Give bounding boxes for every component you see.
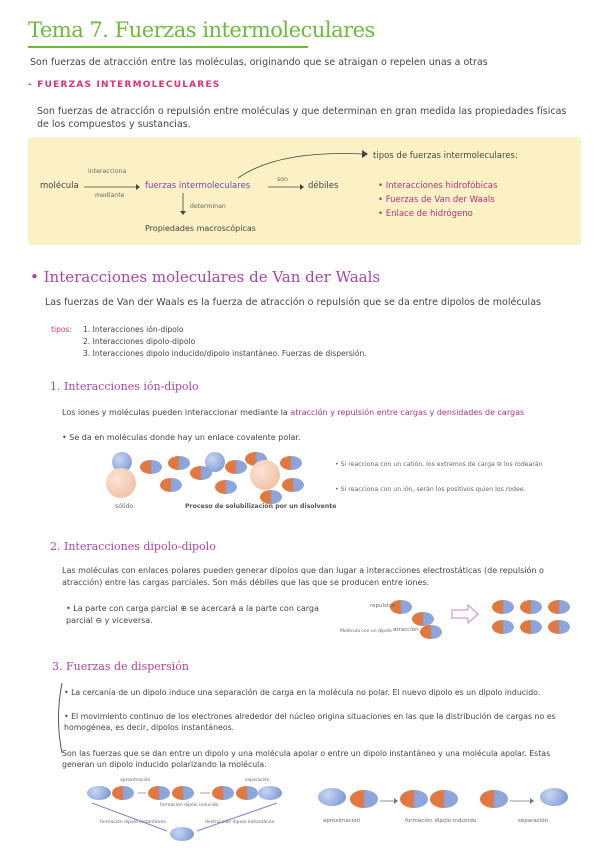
cycle-label-destruccion: destrucción dipolo instantáneo xyxy=(205,820,275,825)
dipole-molecule xyxy=(225,460,247,474)
diagram-tipos-label: tipos de fuerzas intermoleculares: xyxy=(373,151,518,161)
diagram-debiles: débiles xyxy=(308,181,339,191)
section-text-fuerzas: Son fuerzas de atracción o repulsión entre moléculas y que determinan en gran medida las propiedades físicas de los compuestos y sustancias. xyxy=(37,106,567,130)
page-title: Tema 7. Fuerzas intermoleculares xyxy=(28,18,375,42)
dipolo-dipolo-heading: 2. Interacciones dipolo-dipolo xyxy=(50,540,216,553)
diagram-determinan: determinan xyxy=(190,203,226,210)
ion-dipolo-text-a: Los iones y moléculas pueden interaccionar mediante la xyxy=(62,408,288,417)
sequence-label-aproximacion: aproximación xyxy=(323,818,361,824)
solubilization-caption-left: sólido xyxy=(115,503,134,510)
cycle-arrows xyxy=(82,785,287,835)
diagram-fuerzas: fuerzas intermoleculares xyxy=(145,181,251,191)
dipolo-dipolo-bullet: • La parte con carga parcial ⊕ se acercará a la parte con carga parcial ⊖ y viceversa. xyxy=(66,604,319,625)
arrow-right-icon xyxy=(452,605,478,623)
diagram-molecula: molécula xyxy=(40,181,79,191)
cation-ball xyxy=(250,460,280,490)
vdw-heading: • Interacciones moleculares de Van der Waals xyxy=(30,268,381,286)
diagram-tipo-1: • Interacciones hidrofóbicas xyxy=(378,181,498,191)
title-underline xyxy=(28,46,308,48)
dipolo-dipolo-text: Las moléculas con enlaces polares pueden generar dipolos que dan lugar a interacciones electrostáticas (de repulsión o atracción) entre las cargas parciales. Son más débiles que las que se producen entre iones. xyxy=(62,566,544,587)
ion-dipolo-note-1: • Si reacciona con un catión, los extremos de carga ⊖ los rodearán xyxy=(335,461,543,468)
dispersion-text: Son las fuerzas que se dan entre un dipolo y una molécula apolar o entre un dipolo instantáneo y una molécula apolar. Estas generan un dipolo inducido polarizando la molécula. xyxy=(62,749,551,770)
diagram-son: son xyxy=(277,176,288,183)
ion-dipolo-heading: 1. Interacciones ión-dipolo xyxy=(50,380,199,393)
diagram-propiedades: Propiedades macroscópicas xyxy=(145,224,256,233)
dispersion-bullet-1: • La cercanía de un dipolo induce una separación de carga en la molécula no polar. El nuevo dipolo es un dipolo inducido. xyxy=(64,688,541,697)
cycle-label-aproximacion: aproximación xyxy=(120,778,151,783)
vdw-tipo-2: 2. Interacciones dipolo-dipolo xyxy=(83,337,196,346)
arrow-fuerzas-debiles xyxy=(268,184,304,190)
vdw-tipo-3: 3. Interacciones dipolo inducido/dipolo instantáneo. Fuerzas de dispersión. xyxy=(83,349,367,358)
sequence-label-formacion: formación dipolo inducido xyxy=(405,818,477,824)
arrow-molecula-fuerzas xyxy=(84,184,140,190)
solid-ball xyxy=(106,468,136,498)
dipole-molecule xyxy=(412,612,434,626)
bracket xyxy=(55,683,63,753)
dipole-molecule xyxy=(492,620,514,634)
cycle-label-formacion-inducido: formación dipolo inducido xyxy=(160,803,219,808)
dipole-molecule xyxy=(520,620,542,634)
arrow-determinan xyxy=(180,193,186,215)
dipole-molecule xyxy=(280,456,302,470)
ion-dipolo-bullet: • Se da en moléculas donde hay un enlace covalente polar. xyxy=(62,433,301,442)
dipole-molecule xyxy=(548,620,570,634)
label-repulsion: repulsión xyxy=(370,603,396,609)
dipole-molecule xyxy=(140,460,162,474)
dispersion-heading: 3. Fuerzas de dispersión xyxy=(52,660,189,673)
molecule-blue xyxy=(540,788,568,806)
dipole-molecule xyxy=(520,600,542,614)
dipole-molecule xyxy=(350,790,378,808)
dipole-molecule xyxy=(260,490,282,504)
vdw-tipos-label: tipos: xyxy=(51,325,73,334)
ion-dipolo-text-b: atracción y repulsión entre cargas y densidades de cargas xyxy=(290,408,525,417)
cycle-label-separacion: separación xyxy=(245,778,270,783)
molecule-blue xyxy=(318,788,346,806)
ion-dipolo-text xyxy=(62,407,582,419)
dipole-molecule xyxy=(420,625,442,639)
solubilization-caption: Proceso de solubilización por un disolvente xyxy=(185,503,337,510)
dipole-molecule xyxy=(215,480,237,494)
sequence-label-separacion: separación xyxy=(518,818,549,824)
dipole-molecule xyxy=(548,600,570,614)
label-molecula-dipolo: Molécula con un dipolo xyxy=(340,629,392,634)
sequence-arrows xyxy=(380,798,540,804)
diagram-tipo-3: • Enlace de hidrógeno xyxy=(378,209,473,219)
ion-dipolo-note-2: • Si reacciona con un ión, serán los positivos quien los rodee. xyxy=(335,486,526,493)
section-heading-fuerzas: - FUERZAS INTERMOLECULARES xyxy=(28,80,221,90)
vdw-text: Las fuerzas de Van der Waals es la fuerza de atracción o repulsión que se da entre dipolos de moléculas xyxy=(45,297,541,308)
dipole-molecule xyxy=(492,600,514,614)
dipole-molecule xyxy=(160,478,182,492)
label-atraccion: atracción xyxy=(393,627,419,633)
arrow-to-tipos xyxy=(238,150,368,180)
diagram-mediante: mediante xyxy=(95,192,125,199)
vdw-tipo-1: 1. Interacciones ión-dipolo xyxy=(83,325,184,334)
dispersion-bullet-2: • El movimiento continuo de los electrones alrededor del núcleo origina situaciones en las que la distribución de cargas no es homogénea, es decir, dipolos instantáneos. xyxy=(64,712,556,733)
cycle-label-formacion-instantaneo: formación dipolo instantáneo xyxy=(100,820,166,825)
diagram-interacciona: interacciona xyxy=(88,168,127,175)
diagram-tipo-2: • Fuerzas de Van der Waals xyxy=(378,195,495,205)
dipole-molecule xyxy=(282,478,304,492)
dipole-molecule xyxy=(190,466,212,480)
dipole-molecule xyxy=(168,456,190,470)
intro-text: Son fuerzas de atracción entre las moléculas, originando que se atraigan o repelen unas a otras xyxy=(30,57,488,68)
